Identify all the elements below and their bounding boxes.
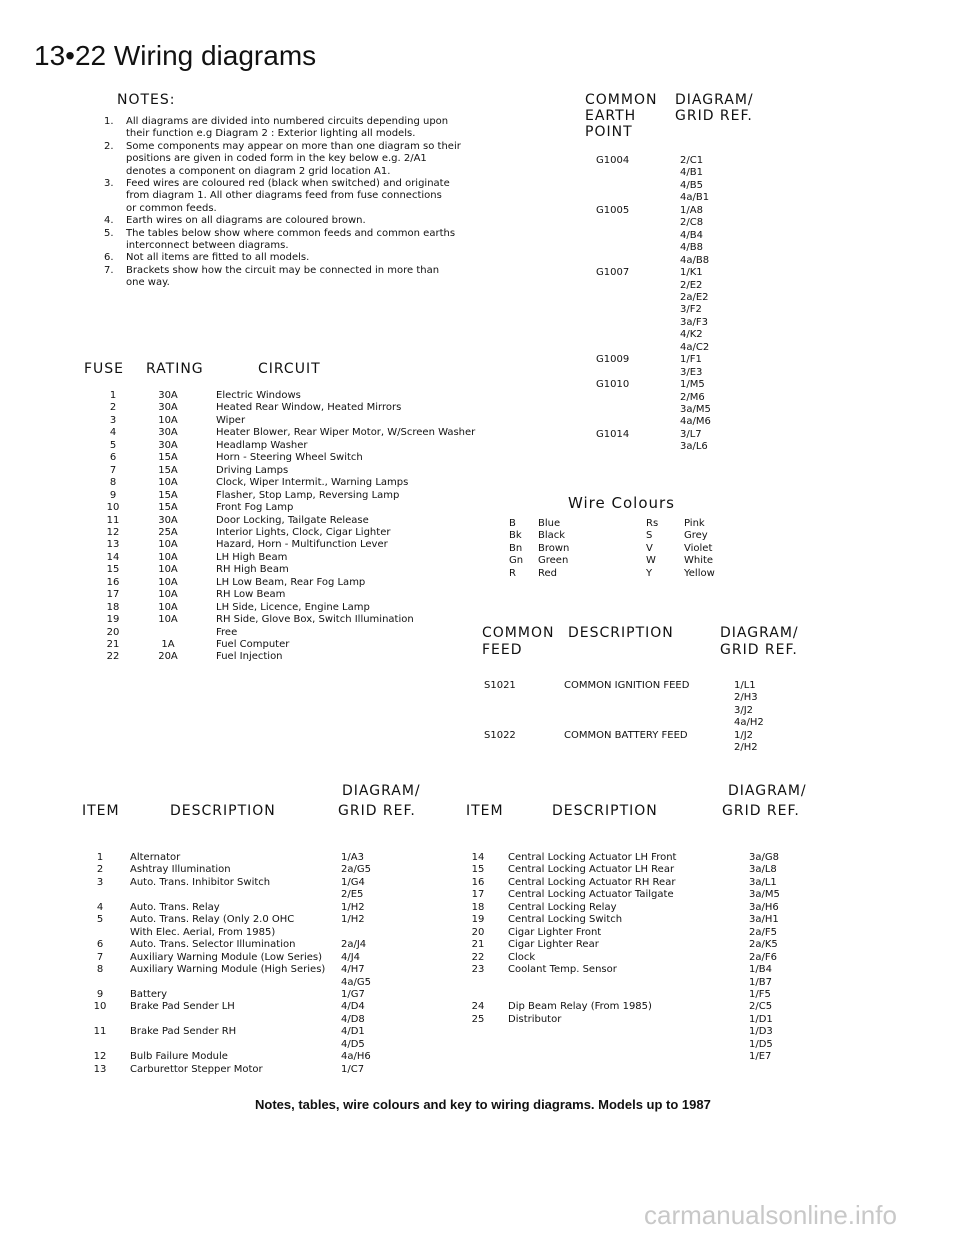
item-number: 13 xyxy=(93,1063,107,1075)
note-text: Brackets show how the circuit may be connected in more than xyxy=(126,264,440,276)
earth-grid-ref: 2/E2 xyxy=(680,279,703,291)
fuse-rating: 30A xyxy=(158,390,178,401)
fuse-rating: 30A xyxy=(158,427,178,439)
item-description: Distributor xyxy=(508,1013,562,1025)
wire-code: Y xyxy=(646,567,653,579)
wire-code: B xyxy=(509,518,516,529)
page-heading: 13•22 Wiring diagrams xyxy=(34,40,317,71)
fuse-circuit: Heated Rear Window, Heated Mirrors xyxy=(216,402,402,414)
fuse-number: 5 xyxy=(109,439,117,451)
fuse-number: 9 xyxy=(109,489,117,501)
earth-grid-ref: 2/C8 xyxy=(680,217,704,229)
items-right-header-description: DESCRIPTION xyxy=(552,803,658,819)
fuse-circuit: Flasher, Stop Lamp, Reversing Lamp xyxy=(216,489,400,501)
earth-point: G1014 xyxy=(596,428,630,440)
item-number: 2 xyxy=(96,864,104,876)
item-number: 9 xyxy=(96,988,104,1000)
fuse-circuit: Horn - Steering Wheel Switch xyxy=(216,452,363,464)
item-grid-ref: 3a/H1 xyxy=(749,914,779,926)
fuse-rating: 30A xyxy=(158,402,178,414)
item-grid-ref: 4/D5 xyxy=(341,1038,365,1050)
item-description: Dip Beam Relay (From 1985) xyxy=(508,1001,652,1013)
item-number: 8 xyxy=(96,964,104,976)
figure-caption: Notes, tables, wire colours and key to wiring diagrams. Models up to 1987 xyxy=(255,1097,711,1112)
earth-grid-ref: 4a/M6 xyxy=(680,416,711,428)
wire-colour-name: Red xyxy=(538,567,557,579)
fuse-rating: 10A xyxy=(158,564,178,576)
item-grid-ref: 1/C7 xyxy=(341,1063,365,1075)
item-grid-ref: 4/H7 xyxy=(341,964,365,976)
earth-grid-ref: 2a/E2 xyxy=(680,291,709,303)
fuse-rating: 30A xyxy=(158,514,178,526)
item-description: Cigar Lighter Front xyxy=(508,926,602,938)
earth-grid-ref: 3a/L6 xyxy=(680,441,708,453)
fuse-number: 18 xyxy=(106,601,120,613)
item-grid-ref: 4/D8 xyxy=(341,1013,365,1025)
item-number: 15 xyxy=(471,864,485,876)
fuse-rating: 10A xyxy=(158,551,178,563)
earth-point: G1007 xyxy=(596,267,630,279)
item-description: Ashtray Illumination xyxy=(130,864,231,876)
fuse-circuit: Driving Lamps xyxy=(216,464,289,476)
note-text: Some components may appear on more than one diagram so their xyxy=(126,140,461,152)
item-description: Carburettor Stepper Motor xyxy=(130,1063,263,1075)
feed-grid-ref: 1/J2 xyxy=(734,729,754,741)
fuse-circuit: RH High Beam xyxy=(216,564,289,576)
note-text: The tables below show where common feeds and common earths xyxy=(126,227,456,239)
item-grid-ref: 3a/M5 xyxy=(749,889,780,901)
wire-colours-title: Wire Colours xyxy=(568,494,675,512)
fuse-rating: 10A xyxy=(158,614,178,626)
item-number: 7 xyxy=(96,951,104,963)
item-number: 10 xyxy=(93,1001,107,1013)
wire-colour-name: Brown xyxy=(538,542,570,554)
fuse-rating: 15A xyxy=(158,502,178,514)
item-grid-ref: 1/A3 xyxy=(341,852,364,863)
note-number: 7. xyxy=(104,264,114,276)
earth-grid-ref: 3a/M5 xyxy=(680,404,711,415)
earth-point: G1010 xyxy=(596,379,630,391)
wire-colour-name: Green xyxy=(538,555,569,567)
item-number: 3 xyxy=(96,876,104,888)
wire-colour-name: Black xyxy=(538,530,566,542)
item-description: Bulb Failure Module xyxy=(130,1051,228,1063)
fuse-rating: 10A xyxy=(158,589,178,601)
note-text: positions are given in coded form in the key below e.g. 2/A1 xyxy=(126,153,427,165)
wire-colour-name: Blue xyxy=(538,518,561,529)
item-grid-ref: 3a/L8 xyxy=(749,864,777,876)
earth-grid-ref: 3/F2 xyxy=(680,304,702,316)
note-text: Not all items are fitted to all models. xyxy=(126,252,310,264)
fuse-circuit: Wiper xyxy=(216,414,246,426)
item-number: 12 xyxy=(93,1051,107,1063)
fuse-circuit: Clock, Wiper Intermit., Warning Lamps xyxy=(216,477,409,489)
item-description: Brake Pad Sender RH xyxy=(130,1026,237,1038)
fuse-rating: 25A xyxy=(158,526,178,538)
fuse-number: 22 xyxy=(106,651,120,663)
fuse-circuit: Front Fog Lamp xyxy=(216,502,294,514)
item-grid-ref: 1/E7 xyxy=(749,1051,772,1063)
item-number: 17 xyxy=(471,889,485,901)
feed-header-feed: FEED xyxy=(482,642,523,658)
wire-code: Bk xyxy=(509,530,522,542)
note-number: 2. xyxy=(104,140,114,152)
item-description: Central Locking Actuator Tailgate xyxy=(508,889,674,901)
item-grid-ref: 4/D1 xyxy=(341,1026,365,1038)
note-number: 5. xyxy=(104,227,114,239)
feed-description: COMMON IGNITION FEED xyxy=(564,680,690,691)
items-left-header-item: ITEM xyxy=(82,803,120,819)
item-grid-ref: 3a/G8 xyxy=(749,852,779,863)
item-grid-ref: 2a/K5 xyxy=(749,939,778,951)
wire-code: R xyxy=(509,567,516,579)
fuse-rating: 10A xyxy=(158,414,178,426)
item-number: 11 xyxy=(93,1026,107,1038)
earth-grid-ref: 1/A8 xyxy=(680,204,703,216)
fuse-number: 8 xyxy=(109,477,117,489)
note-text: Earth wires on all diagrams are coloured brown. xyxy=(126,215,366,227)
fuse-rating: 1A xyxy=(161,639,175,650)
fuse-rating: 15A xyxy=(158,464,178,476)
item-description: Battery xyxy=(130,988,168,1000)
fuse-rating: 10A xyxy=(158,477,178,489)
fuse-number: 7 xyxy=(109,464,117,476)
item-grid-ref: 4a/G5 xyxy=(341,976,371,988)
note-number: 4. xyxy=(104,215,114,227)
items-right-header-gridref: GRID REF. xyxy=(722,803,800,819)
item-grid-ref: 2a/G5 xyxy=(341,864,371,876)
feed-id: S1021 xyxy=(484,680,516,691)
wire-code: Gn xyxy=(509,555,524,567)
fuse-number: 6 xyxy=(109,452,117,464)
fuse-circuit: LH High Beam xyxy=(216,551,288,563)
wire-code: Bn xyxy=(509,542,523,554)
feed-header-description: DESCRIPTION xyxy=(568,625,674,641)
fuse-header-circuit: CIRCUIT xyxy=(258,361,321,377)
note-text: All diagrams are divided into numbered circuits depending upon xyxy=(126,116,449,127)
wire-colour-name: Pink xyxy=(684,518,705,529)
item-description: Alternator xyxy=(130,852,181,863)
item-grid-ref: 1/B7 xyxy=(749,976,772,988)
items-left-header-diagram: DIAGRAM/ xyxy=(342,783,421,799)
items-right-header-diagram: DIAGRAM/ xyxy=(728,783,807,799)
feed-id: S1022 xyxy=(484,729,516,741)
note-text: denotes a component on diagram 2 grid location A1. xyxy=(126,165,391,177)
feed-header-diagram: DIAGRAM/ xyxy=(720,625,799,641)
item-number: 19 xyxy=(471,914,485,926)
fuse-number: 16 xyxy=(106,576,120,588)
item-number: 22 xyxy=(471,951,485,963)
item-description: Central Locking Actuator LH Front xyxy=(508,852,677,863)
earth-grid-ref: 2/C1 xyxy=(680,155,704,166)
note-text: or common feeds. xyxy=(126,202,217,214)
earth-grid-ref: 4/B5 xyxy=(680,179,703,191)
note-text: their function e.g Diagram 2 : Exterior lighting all models. xyxy=(126,128,416,140)
notes-title: NOTES: xyxy=(117,92,176,108)
note-text: one way. xyxy=(126,277,170,289)
earth-grid-ref: 1/M5 xyxy=(680,379,705,391)
earth-grid-ref: 4/B8 xyxy=(680,242,703,254)
fuse-rating: 15A xyxy=(158,489,178,501)
feed-header-gridref: GRID REF. xyxy=(720,642,798,658)
item-grid-ref: 2a/J4 xyxy=(341,939,367,951)
item-number: 16 xyxy=(471,876,485,888)
fuse-circuit: Heater Blower, Rear Wiper Motor, W/Screen Washer xyxy=(216,427,476,439)
item-description: Auto. Trans. Inhibitor Switch xyxy=(130,876,271,888)
item-description: With Elec. Aerial, From 1985) xyxy=(130,926,276,938)
fuse-circuit: Electric Windows xyxy=(216,390,301,401)
item-grid-ref: 1/D3 xyxy=(749,1026,773,1038)
fuse-header-rating: RATING xyxy=(146,361,204,377)
fuse-circuit: Door Locking, Tailgate Release xyxy=(216,514,369,526)
fuse-circuit: RH Low Beam xyxy=(216,589,286,601)
feed-grid-ref: 4a/H2 xyxy=(734,717,764,729)
fuse-circuit: Fuel Computer xyxy=(216,639,290,650)
item-description: Brake Pad Sender LH xyxy=(130,1001,235,1013)
fuse-rating: 10A xyxy=(158,539,178,551)
feed-grid-ref: 3/J2 xyxy=(734,704,754,716)
item-grid-ref: 4/J4 xyxy=(341,951,361,963)
item-number: 20 xyxy=(471,926,485,938)
fuse-circuit: Hazard, Horn - Multifunction Lever xyxy=(216,539,388,551)
fuse-circuit: Fuel Injection xyxy=(216,651,283,663)
item-description: Auxiliary Warning Module (High Series) xyxy=(130,964,326,976)
item-number: 1 xyxy=(96,852,104,863)
earth-header-gridref: GRID REF. xyxy=(675,108,753,124)
item-grid-ref: 1/D5 xyxy=(749,1038,773,1050)
feed-header-common: COMMON xyxy=(482,625,555,641)
note-text: interconnect between diagrams. xyxy=(126,240,289,251)
earth-grid-ref: 4a/B8 xyxy=(680,254,710,266)
fuse-number: 15 xyxy=(106,564,120,576)
earth-grid-ref: 1/F1 xyxy=(680,354,702,366)
item-number: 21 xyxy=(471,939,485,951)
item-grid-ref: 1/H2 xyxy=(341,914,365,926)
earth-point: G1004 xyxy=(596,155,630,166)
wire-code: V xyxy=(646,542,653,554)
item-grid-ref: 1/G7 xyxy=(341,988,365,1000)
earth-grid-ref: 2/M6 xyxy=(680,391,705,403)
earth-header-common: COMMON xyxy=(585,92,658,108)
fuse-number: 11 xyxy=(106,514,120,526)
watermark: carmanualsonline.info xyxy=(644,1200,897,1230)
earth-grid-ref: 3/E3 xyxy=(680,366,703,378)
item-grid-ref: 1/D1 xyxy=(749,1013,773,1025)
items-left-header-description: DESCRIPTION xyxy=(170,803,276,819)
fuse-rating: 10A xyxy=(158,576,178,588)
fuse-number: 20 xyxy=(106,626,120,638)
item-description: Coolant Temp. Sensor xyxy=(508,964,617,976)
note-text: Feed wires are coloured red (black when switched) and originate xyxy=(126,178,450,189)
fuse-number: 17 xyxy=(106,589,120,601)
items-right-header-item: ITEM xyxy=(466,803,504,819)
items-left-header-gridref: GRID REF. xyxy=(338,803,416,819)
item-grid-ref: 3a/L1 xyxy=(749,876,777,888)
fuse-number: 3 xyxy=(109,414,117,426)
item-description: Central Locking Switch xyxy=(508,914,623,926)
wire-code: S xyxy=(646,530,653,542)
wire-code: W xyxy=(646,555,656,567)
fuse-number: 4 xyxy=(109,427,117,439)
wire-code: Rs xyxy=(646,518,659,529)
earth-grid-ref: 4a/C2 xyxy=(680,341,710,353)
fuse-rating: 10A xyxy=(158,601,178,613)
note-number: 6. xyxy=(104,252,114,264)
fuse-circuit: Headlamp Washer xyxy=(216,439,308,451)
feed-grid-ref: 1/L1 xyxy=(734,680,756,691)
item-description: Clock xyxy=(508,951,536,963)
fuse-circuit: RH Side, Glove Box, Switch Illumination xyxy=(216,614,414,626)
item-number: 4 xyxy=(96,901,104,913)
fuse-number: 14 xyxy=(106,551,120,563)
earth-grid-ref: 4/B1 xyxy=(680,167,703,179)
item-number: 25 xyxy=(471,1013,485,1025)
wire-colour-name: Yellow xyxy=(684,567,715,579)
feed-grid-ref: 2/H3 xyxy=(734,692,758,704)
item-description: Auto. Trans. Relay xyxy=(130,901,220,913)
item-grid-ref: 4a/H6 xyxy=(341,1051,371,1063)
wire-colour-name: Violet xyxy=(684,542,713,554)
earth-header-earth: EARTH xyxy=(585,108,637,124)
item-number: 18 xyxy=(471,901,485,913)
wire-colour-name: Grey xyxy=(684,530,708,542)
fuse-number: 1 xyxy=(109,390,117,401)
fuse-circuit: Free xyxy=(216,626,238,638)
item-description: Cigar Lighter Rear xyxy=(508,939,599,951)
wire-colour-name: White xyxy=(684,555,714,567)
note-number: 3. xyxy=(104,178,114,189)
fuse-number: 13 xyxy=(106,539,120,551)
item-number: 14 xyxy=(471,852,485,863)
fuse-rating: 20A xyxy=(158,651,178,663)
item-number: 23 xyxy=(471,964,485,976)
fuse-number: 10 xyxy=(106,502,120,514)
item-grid-ref: 1/B4 xyxy=(749,964,772,976)
earth-grid-ref: 4/B4 xyxy=(680,229,703,241)
item-description: Central Locking Actuator LH Rear xyxy=(508,864,675,876)
note-number: 1. xyxy=(104,116,114,127)
fuse-rating: 15A xyxy=(158,452,178,464)
item-description: Central Locking Actuator RH Rear xyxy=(508,876,676,888)
feed-grid-ref: 2/H2 xyxy=(734,742,758,753)
earth-header-diagram: DIAGRAM/ xyxy=(675,92,754,108)
earth-grid-ref: 3/L7 xyxy=(680,428,702,440)
item-grid-ref: 3a/H6 xyxy=(749,901,779,913)
note-text: from diagram 1. All other diagrams feed from fuse connections xyxy=(126,190,442,202)
fuse-header-fuse: FUSE xyxy=(84,361,125,377)
item-number: 24 xyxy=(471,1001,485,1013)
earth-header-point: POINT xyxy=(585,124,633,140)
fuse-number: 21 xyxy=(106,639,120,650)
item-grid-ref: 2a/F5 xyxy=(749,926,777,938)
fuse-number: 19 xyxy=(106,614,120,626)
earth-grid-ref: 4/K2 xyxy=(680,329,703,341)
earth-point: G1005 xyxy=(596,204,630,216)
fuse-circuit: LH Side, Licence, Engine Lamp xyxy=(216,601,370,613)
item-description: Auto. Trans. Selector Illumination xyxy=(130,939,296,951)
earth-grid-ref: 1/K1 xyxy=(680,267,703,279)
fuse-rating: 30A xyxy=(158,439,178,451)
feed-description: COMMON BATTERY FEED xyxy=(564,729,688,741)
item-number: 6 xyxy=(96,939,104,951)
earth-point: G1009 xyxy=(596,354,630,366)
item-grid-ref: 2/E5 xyxy=(341,889,364,901)
fuse-number: 2 xyxy=(109,402,117,414)
earth-grid-ref: 3a/F3 xyxy=(680,316,708,328)
item-description: Auxiliary Warning Module (Low Series) xyxy=(130,951,323,963)
item-grid-ref: 1/F5 xyxy=(749,988,771,1000)
item-grid-ref: 2a/F6 xyxy=(749,951,777,963)
item-grid-ref: 2/C5 xyxy=(749,1001,773,1013)
item-grid-ref: 1/H2 xyxy=(341,901,365,913)
item-description: Central Locking Relay xyxy=(508,901,617,913)
item-number: 5 xyxy=(96,914,104,926)
item-grid-ref: 1/G4 xyxy=(341,876,365,888)
fuse-circuit: LH Low Beam, Rear Fog Lamp xyxy=(216,576,366,588)
earth-grid-ref: 4a/B1 xyxy=(680,192,710,204)
fuse-number: 12 xyxy=(106,526,120,538)
fuse-circuit: Interior Lights, Clock, Cigar Lighter xyxy=(216,526,391,538)
item-grid-ref: 4/D4 xyxy=(341,1001,365,1013)
item-description: Auto. Trans. Relay (Only 2.0 OHC xyxy=(130,914,295,926)
